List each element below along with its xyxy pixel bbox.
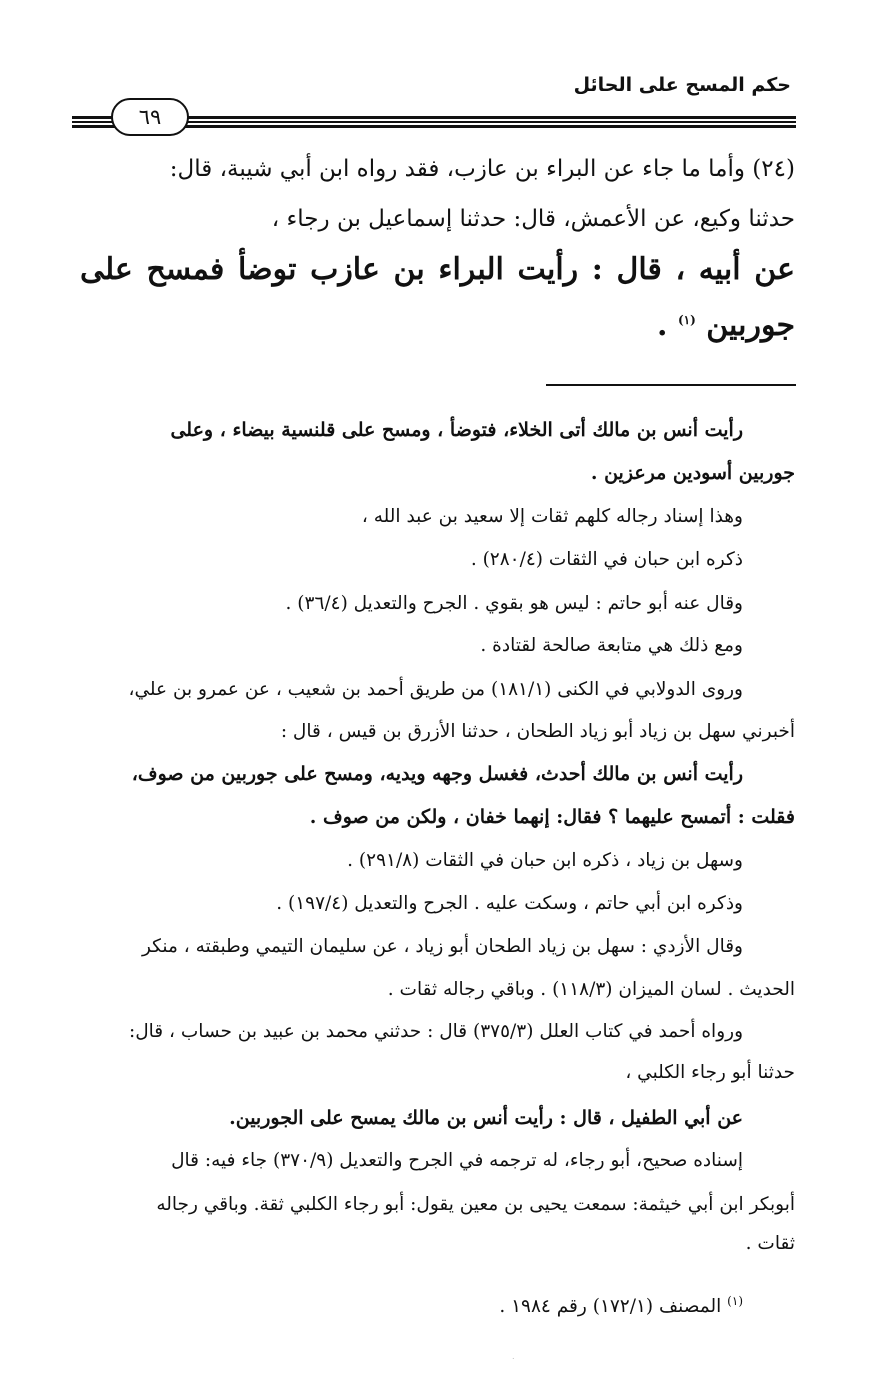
note-line: أبوبكر ابن أبي خيثمة: سمعت يحيى بن معين يقول: أبو رجاء الكلبي ثقة. وباقي رجاله: [156, 1194, 795, 1215]
main-text-line: عن أبيه ، قال : رأيت البراء بن عازب توضأ فمسح على: [80, 252, 795, 287]
main-text-last-line: [657, 308, 795, 343]
main-text-period: .: [657, 308, 668, 343]
main-text-line: حدثنا وكيع، عن الأعمش، قال: حدثنا إسماعيل بن رجاء ،: [271, 206, 795, 232]
note-line: رأيت أنس بن مالك أحدث، فغسل وجهه ويديه، ومسح على جوربين من صوف،: [131, 763, 743, 785]
main-text-line: (٢٤) وأما ما جاء عن البراء بن عازب، فقد رواه ابن أبي شيبة، قال:: [169, 156, 795, 182]
note-line: الحديث . لسان الميزان (١١٨/٣) . وباقي رجاله ثقات .: [387, 979, 795, 1000]
note-line: حدثنا أبو رجاء الكلبي ،: [625, 1062, 795, 1083]
scan-speck: .: [512, 1352, 515, 1361]
note-line: ورواه أحمد في كتاب العلل (٣٧٥/٣) قال : حدثني محمد بن عبيد بن حساب ، قال:: [129, 1021, 743, 1042]
note-line: وقال عنه أبو حاتم : ليس هو بقوي . الجرح والتعديل (٣٦/٤) .: [285, 593, 743, 614]
note-line: وسهل بن زياد ، ذكره ابن حبان في الثقات (٢٩١/٨) .: [347, 850, 743, 871]
note-line: وذكره ابن أبي حاتم ، وسكت عليه . الجرح والتعديل (١٩٧/٤) .: [276, 893, 743, 914]
note-line: وروى الدولابي في الكنى (١٨١/١) من طريق أحمد بن شعيب ، عن عمرو بن علي،: [128, 679, 743, 700]
footnote-separator: [546, 384, 796, 386]
note-line: فقلت : أتمسح عليهما ؟ فقال: إنهما خفان ، ولكن من صوف .: [309, 806, 795, 828]
running-title: حكم المسح على الحائل: [573, 74, 791, 96]
note-line: جوربين أسودين مرعزين .: [590, 462, 795, 484]
footnote-marker: (١): [727, 1294, 743, 1308]
footnote-reference: (١): [677, 313, 696, 327]
note-line: ذكره ابن حبان في الثقات (٢٨٠/٤) .: [470, 549, 743, 570]
note-line: وهذا إسناد رجاله كلهم ثقات إلا سعيد بن عبد الله ،: [361, 506, 743, 527]
note-line: عن أبي الطفيل ، قال : رأيت أنس بن مالك يمسح على الجوربين.: [229, 1107, 743, 1129]
main-text-word: جوربين: [706, 308, 795, 343]
note-line: أخبرني سهل بن زياد أبو زياد الطحان ، حدثنا الأزرق بن قيس ، قال :: [280, 721, 795, 742]
page-number: ٦٩: [138, 105, 162, 129]
note-line: ثقات .: [745, 1233, 795, 1254]
note-line: رأيت أنس بن مالك أتى الخلاء، فتوضأ ، ومسح على قلنسية بيضاء ، وعلى: [170, 419, 743, 441]
footnote: [499, 1294, 743, 1317]
footnote-text: المصنف (١٧٢/١) رقم ١٩٨٤ .: [499, 1296, 722, 1318]
note-line: ومع ذلك هي متابعة صالحة لقتادة .: [480, 635, 743, 656]
note-line: إسناده صحيح، أبو رجاء، له ترجمه في الجرح والتعديل (٣٧٠/٩) جاء فيه: قال: [171, 1150, 743, 1171]
note-line: وقال الأزدي : سهل بن زياد الطحان أبو زياد ، عن سليمان التيمي وطبقته ، منكر: [141, 936, 743, 957]
